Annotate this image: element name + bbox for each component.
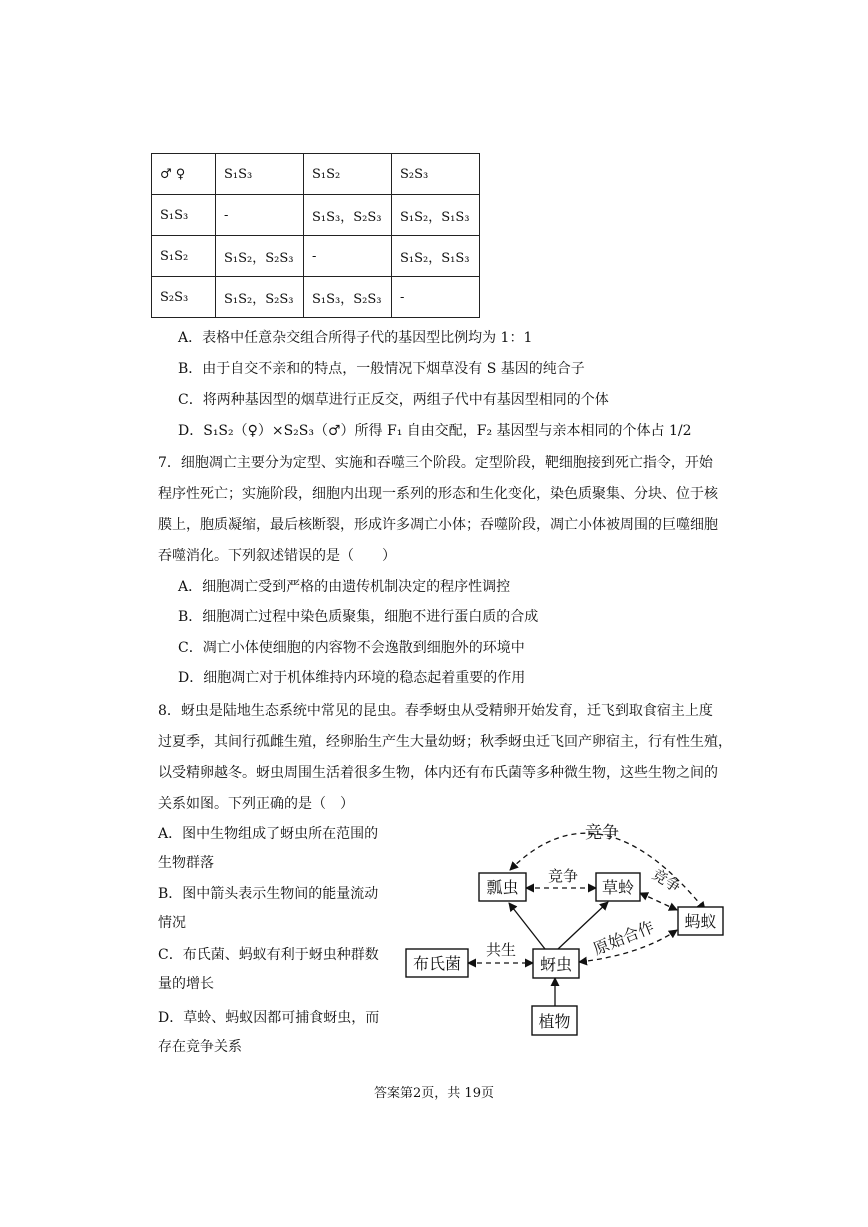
q8-option-c: C．布氏菌、蚂蚁有利于蚜虫种群数 xyxy=(158,947,379,963)
table-cell: - xyxy=(392,277,480,318)
table-cell: S₂S₃ xyxy=(152,277,216,318)
node-aphid-label: 蚜虫 xyxy=(539,955,573,974)
q8-option-b-cont: 情况 xyxy=(158,915,186,931)
q7-option-c: C．凋亡小体使细胞的内容物不会逸散到细胞外的环境中 xyxy=(178,640,525,656)
q7-stem-line: 吞噬消化。下列叙述错误的是（ ） xyxy=(158,548,396,564)
node-plant xyxy=(532,1006,577,1035)
q7-option-b: B．细胞凋亡过程中染色质聚集，细胞不进行蛋白质的合成 xyxy=(178,609,539,625)
table-cell: S₁S₃ xyxy=(152,195,216,236)
q7-stem-line: 7．细胞凋亡主要分为定型、实施和吞噬三个阶段。定型阶段，靶细胞接到死亡指令，开始 xyxy=(158,455,713,471)
q8-option-a: A．图中生物组成了蚜虫所在范围的 xyxy=(158,826,379,842)
node-ant-label: 蚂蚁 xyxy=(684,912,717,931)
node-ladybug-label: 瓢虫 xyxy=(486,878,519,897)
q7-stem-line: 膜上，胞质凝缩，最后核断裂，形成许多凋亡小体；吞噬阶段，凋亡小体被周围的巨噬细胞 xyxy=(158,517,718,533)
node-aphid xyxy=(533,949,579,978)
q8-option-d: D．草蛉、蚂蚁因都可捕食蚜虫，而 xyxy=(158,1010,380,1026)
q7-option-d: D．细胞凋亡对于机体维持内环境的稳态起着重要的作用 xyxy=(178,670,526,686)
node-lacewing-label: 草蛉 xyxy=(601,878,635,897)
mid-competition-label: 竞争 xyxy=(548,867,579,885)
table-header-cell: S₂S₃ xyxy=(392,154,480,195)
q6-option-b: B．由于自交不亲和的特点，一般情况下烟草没有 S 基因的纯合子 xyxy=(178,361,585,377)
table-header-cell: S₁S₃ xyxy=(216,154,304,195)
symbiosis-label: 共生 xyxy=(486,941,517,959)
table-header-cell: S₁S₂ xyxy=(304,154,392,195)
q8-stem-line: 关系如图。下列正确的是（ ） xyxy=(158,796,354,812)
q6-option-a: A．表格中任意杂交组合所得子代的基因型比例均为 1：1 xyxy=(178,330,533,346)
page-footer: 答案第2页，共 19页 xyxy=(374,1086,494,1101)
table-row xyxy=(152,195,480,236)
q6-option-d: D．S₁S₂（♀）×S₂S₃（♂）所得 F₁ 自由交配，F₂ 基因型与亲本相同的个体占 1/2 xyxy=(178,423,692,439)
table-cell: S₁S₃，S₂S₃ xyxy=(304,195,392,236)
table-cell: - xyxy=(216,195,304,236)
table-cell: S₁S₃，S₂S₃ xyxy=(304,277,392,318)
node-ant xyxy=(678,907,723,935)
top-competition-label: 竞争 xyxy=(585,823,619,843)
genotype-table xyxy=(151,153,480,318)
table-cell: S₁S₂ xyxy=(152,236,216,277)
table-row xyxy=(152,236,480,277)
table-cell: S₁S₂，S₁S₃ xyxy=(392,195,480,236)
node-brucella xyxy=(406,949,468,977)
node-lacewing xyxy=(596,873,640,901)
node-brucella-label: 布氏菌 xyxy=(412,954,462,973)
table-row xyxy=(152,277,480,318)
node-ladybug xyxy=(479,873,526,901)
ecology-diagram xyxy=(400,785,730,1040)
right-competition-arrow xyxy=(640,893,677,910)
q8-option-c-cont: 量的增长 xyxy=(158,976,214,992)
node-plant-label: 植物 xyxy=(538,1012,571,1031)
right-competition-label: 竞争 xyxy=(648,865,684,897)
table-cell: S₁S₂，S₂S₃ xyxy=(216,236,304,277)
q8-option-b: B．图中箭头表示生物间的能量流动 xyxy=(158,886,379,902)
q8-stem-line: 8．蚜虫是陆地生态系统中常见的昆虫。春季蚜虫从受精卵开始发育，迁飞到取食宿主上度 xyxy=(158,703,713,719)
q8-stem-line: 过夏季，其间行孤雌生殖，经卵胎生产生大量幼蚜；秋季蚜虫迁飞回产卵宿主，行有性生殖， xyxy=(158,734,732,750)
q7-option-a: A．细胞凋亡受到严格的由遗传机制决定的程序性调控 xyxy=(178,579,511,595)
protocooperation-label: 原始合作 xyxy=(590,917,657,959)
table-cell: - xyxy=(304,236,392,277)
q8-option-d-cont: 存在竞争关系 xyxy=(158,1039,242,1055)
q7-stem-line: 程序性死亡；实施阶段，细胞内出现一系列的形态和生化变化，染色质聚集、分块、位于核 xyxy=(158,486,718,502)
q8-stem-line: 以受精卵越冬。蚜虫周围生活着很多生物，体内还有布氏菌等多种微生物，这些生物之间的 xyxy=(158,765,718,781)
q6-option-c: C．将两种基因型的烟草进行正反交，两组子代中有基因型相同的个体 xyxy=(178,392,609,408)
table-header-cell: ♂ ♀ xyxy=(152,154,216,195)
table-row xyxy=(152,154,480,195)
table-cell: S₁S₂，S₂S₃ xyxy=(216,277,304,318)
q8-option-a-cont: 生物群落 xyxy=(158,855,214,871)
table-cell: S₁S₂，S₁S₃ xyxy=(392,236,480,277)
